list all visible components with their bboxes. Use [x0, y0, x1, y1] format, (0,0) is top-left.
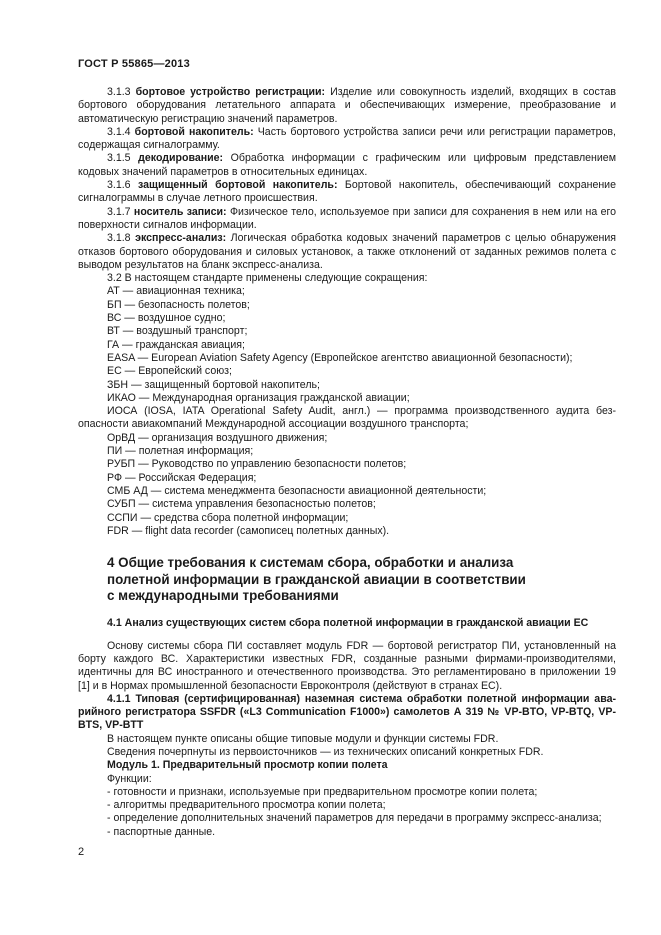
- function-item: - алгоритмы предварительного просмотра копии полета;: [107, 799, 386, 812]
- page-number: 2: [78, 846, 85, 858]
- definition-3-1-8: 3.1.8 экспресс-анализ: Логическая обработка кодовых значений параметров с целью обнаружения отказов бортового оборудования и силовых установок, а также отклонений от заданных режимов полета с выводом результатов на бланк экспресс-анализа.: [78, 232, 617, 271]
- abbreviation-item: СМБ АД — система менеджмента безопасности авиационной деятельности;: [107, 484, 487, 497]
- abbreviation-item: ССПИ — средства сбора полетной информации;: [107, 511, 349, 524]
- definition-3-1-6: 3.1.6 защищенный бортовой накопитель: Бортовой накопитель, обеспечивающий сохранение сигналограммы в случае летного происшествия.: [78, 179, 616, 205]
- definition-3-1-3: 3.1.3 бортовое устройство регистрации: Изделие или совокупность изделий, входящих в состав бортового оборудования летательного аппарата и обеспечивающих измерение, преобразование и автоматическую регистрацию значений параметров.: [78, 86, 617, 125]
- abbreviation-item: ВС — воздушное судно;: [107, 312, 226, 325]
- abbreviation-item: ПИ — полетная информация;: [107, 445, 254, 458]
- paragraph-description: В настоящем пункте описаны общие типовые модули и функции системы FDR.: [107, 732, 499, 745]
- abbreviation-item: СУБП — система управления безопасностью полетов;: [107, 498, 376, 511]
- abbreviation-item: EASA — European Aviation Safety Agency (Европейское агентство авиационной безопасности);: [107, 351, 573, 364]
- functions-label: Функции:: [107, 772, 152, 785]
- term: носитель записи:: [133, 205, 227, 218]
- section-4-1-heading: 4.1 Анализ существующих систем сбора полетной информации в гражданской авиации ЕС: [107, 617, 589, 630]
- function-item: - определение дополнительных значений параметров для передачи в программу экспресс-анализа;: [107, 812, 602, 825]
- abbreviation-item: ВТ — воздушный транспорт;: [107, 325, 248, 338]
- abbreviation-item: ЗБН — защищенный бортовой накопитель;: [107, 378, 320, 391]
- paragraph-fdr-basis: Основу системы сбора ПИ составляет модуль FDR — бортовой регистратор ПИ, установленный на борту каждого ВС. Характеристики известных FDR, созданные разными фирмами-производителями, идентичны для ВС иностранного и отечественного производства. Это регламентировано в приложении 19 [1] и в Нормах промышленной безопасности Евроконтроля (действуют в странах ЕС).: [78, 639, 616, 692]
- function-item: - паспортные данные.: [107, 825, 216, 838]
- abbreviation-item: ОрВД — организация воздушного движения;: [107, 431, 328, 444]
- definition-3-1-5: 3.1.5 декодирование: Обработка информации с графическим или цифровым представлением кодовых значений параметров в относительных единицах.: [78, 152, 616, 178]
- abbreviation-item: БП — безопасность полетов;: [107, 298, 250, 311]
- definition-3-1-4: 3.1.4 бортовой накопитель: Часть бортового устройства записи речи или регистрации параметров, содержащая сигналограмму.: [78, 125, 616, 152]
- abbreviation-item: ЕС — Европейский союз;: [107, 365, 232, 378]
- abbreviation-item: ГА — гражданская авиация;: [107, 338, 245, 351]
- abbreviation-item: FDR — flight data recorder (самописец полетных данных).: [107, 524, 390, 537]
- term: экспресс-анализ:: [135, 232, 227, 245]
- abbreviation-item: РФ — Российская Федерация;: [107, 471, 257, 484]
- abbreviation-item: РУБП — Руководство по управлению безопасности полетов;: [107, 458, 407, 471]
- abbreviations-intro: 3.2 В настоящем стандарте применены следующие сокращения:: [107, 272, 428, 285]
- function-item: - готовности и признаки, используемые при предварительном просмотре копии полета;: [107, 785, 538, 798]
- chapter-4-heading: 4 Общие требования к системам сбора, обработки и анализа полетной информации в гражданской авиации в соответствии с международными требованиями: [107, 555, 526, 603]
- abbreviation-item: ИКАО — Международная организация гражданской авиации;: [107, 391, 410, 404]
- module-1-heading: Модуль 1. Предварительный просмотр копии полета: [107, 759, 388, 772]
- term: бортовой накопитель:: [134, 125, 254, 138]
- definition-3-1-7: 3.1.7 носитель записи: Физическое тело, используемое при записи для сохранения в нем или на его поверхности сигналов информации.: [78, 205, 616, 231]
- abbreviation-item: АТ — авиационная техника;: [107, 285, 245, 298]
- paragraph-sources: Сведения почерпнуты из первоисточников — из технических описаний конкретных FDR.: [107, 745, 544, 758]
- term: защищенный бортовой накопитель:: [138, 179, 338, 192]
- term: бортовое устройство регистрации:: [135, 86, 326, 98]
- abbreviation-item: ИОСА (IOSA, IATA Operational Safety Audit, англ.) — программа производственного аудита безопасности авиакомпаний Международной ассоциации воздушного транспорта;: [78, 405, 616, 431]
- section-4-1-1-heading: 4.1.1 Типовая (сертифицированная) наземная система обработки полетной информации аварийного регистратора SSFDR («L3 Communication F1000») самолетов А 319 № VP-BTO, VP-BTQ, VP-BTS, VP-BTT: [78, 692, 616, 732]
- document-body: [78, 86, 616, 839]
- standard-header: ГОСТ Р 55865—2013: [78, 58, 190, 70]
- term: декодирование:: [138, 152, 224, 165]
